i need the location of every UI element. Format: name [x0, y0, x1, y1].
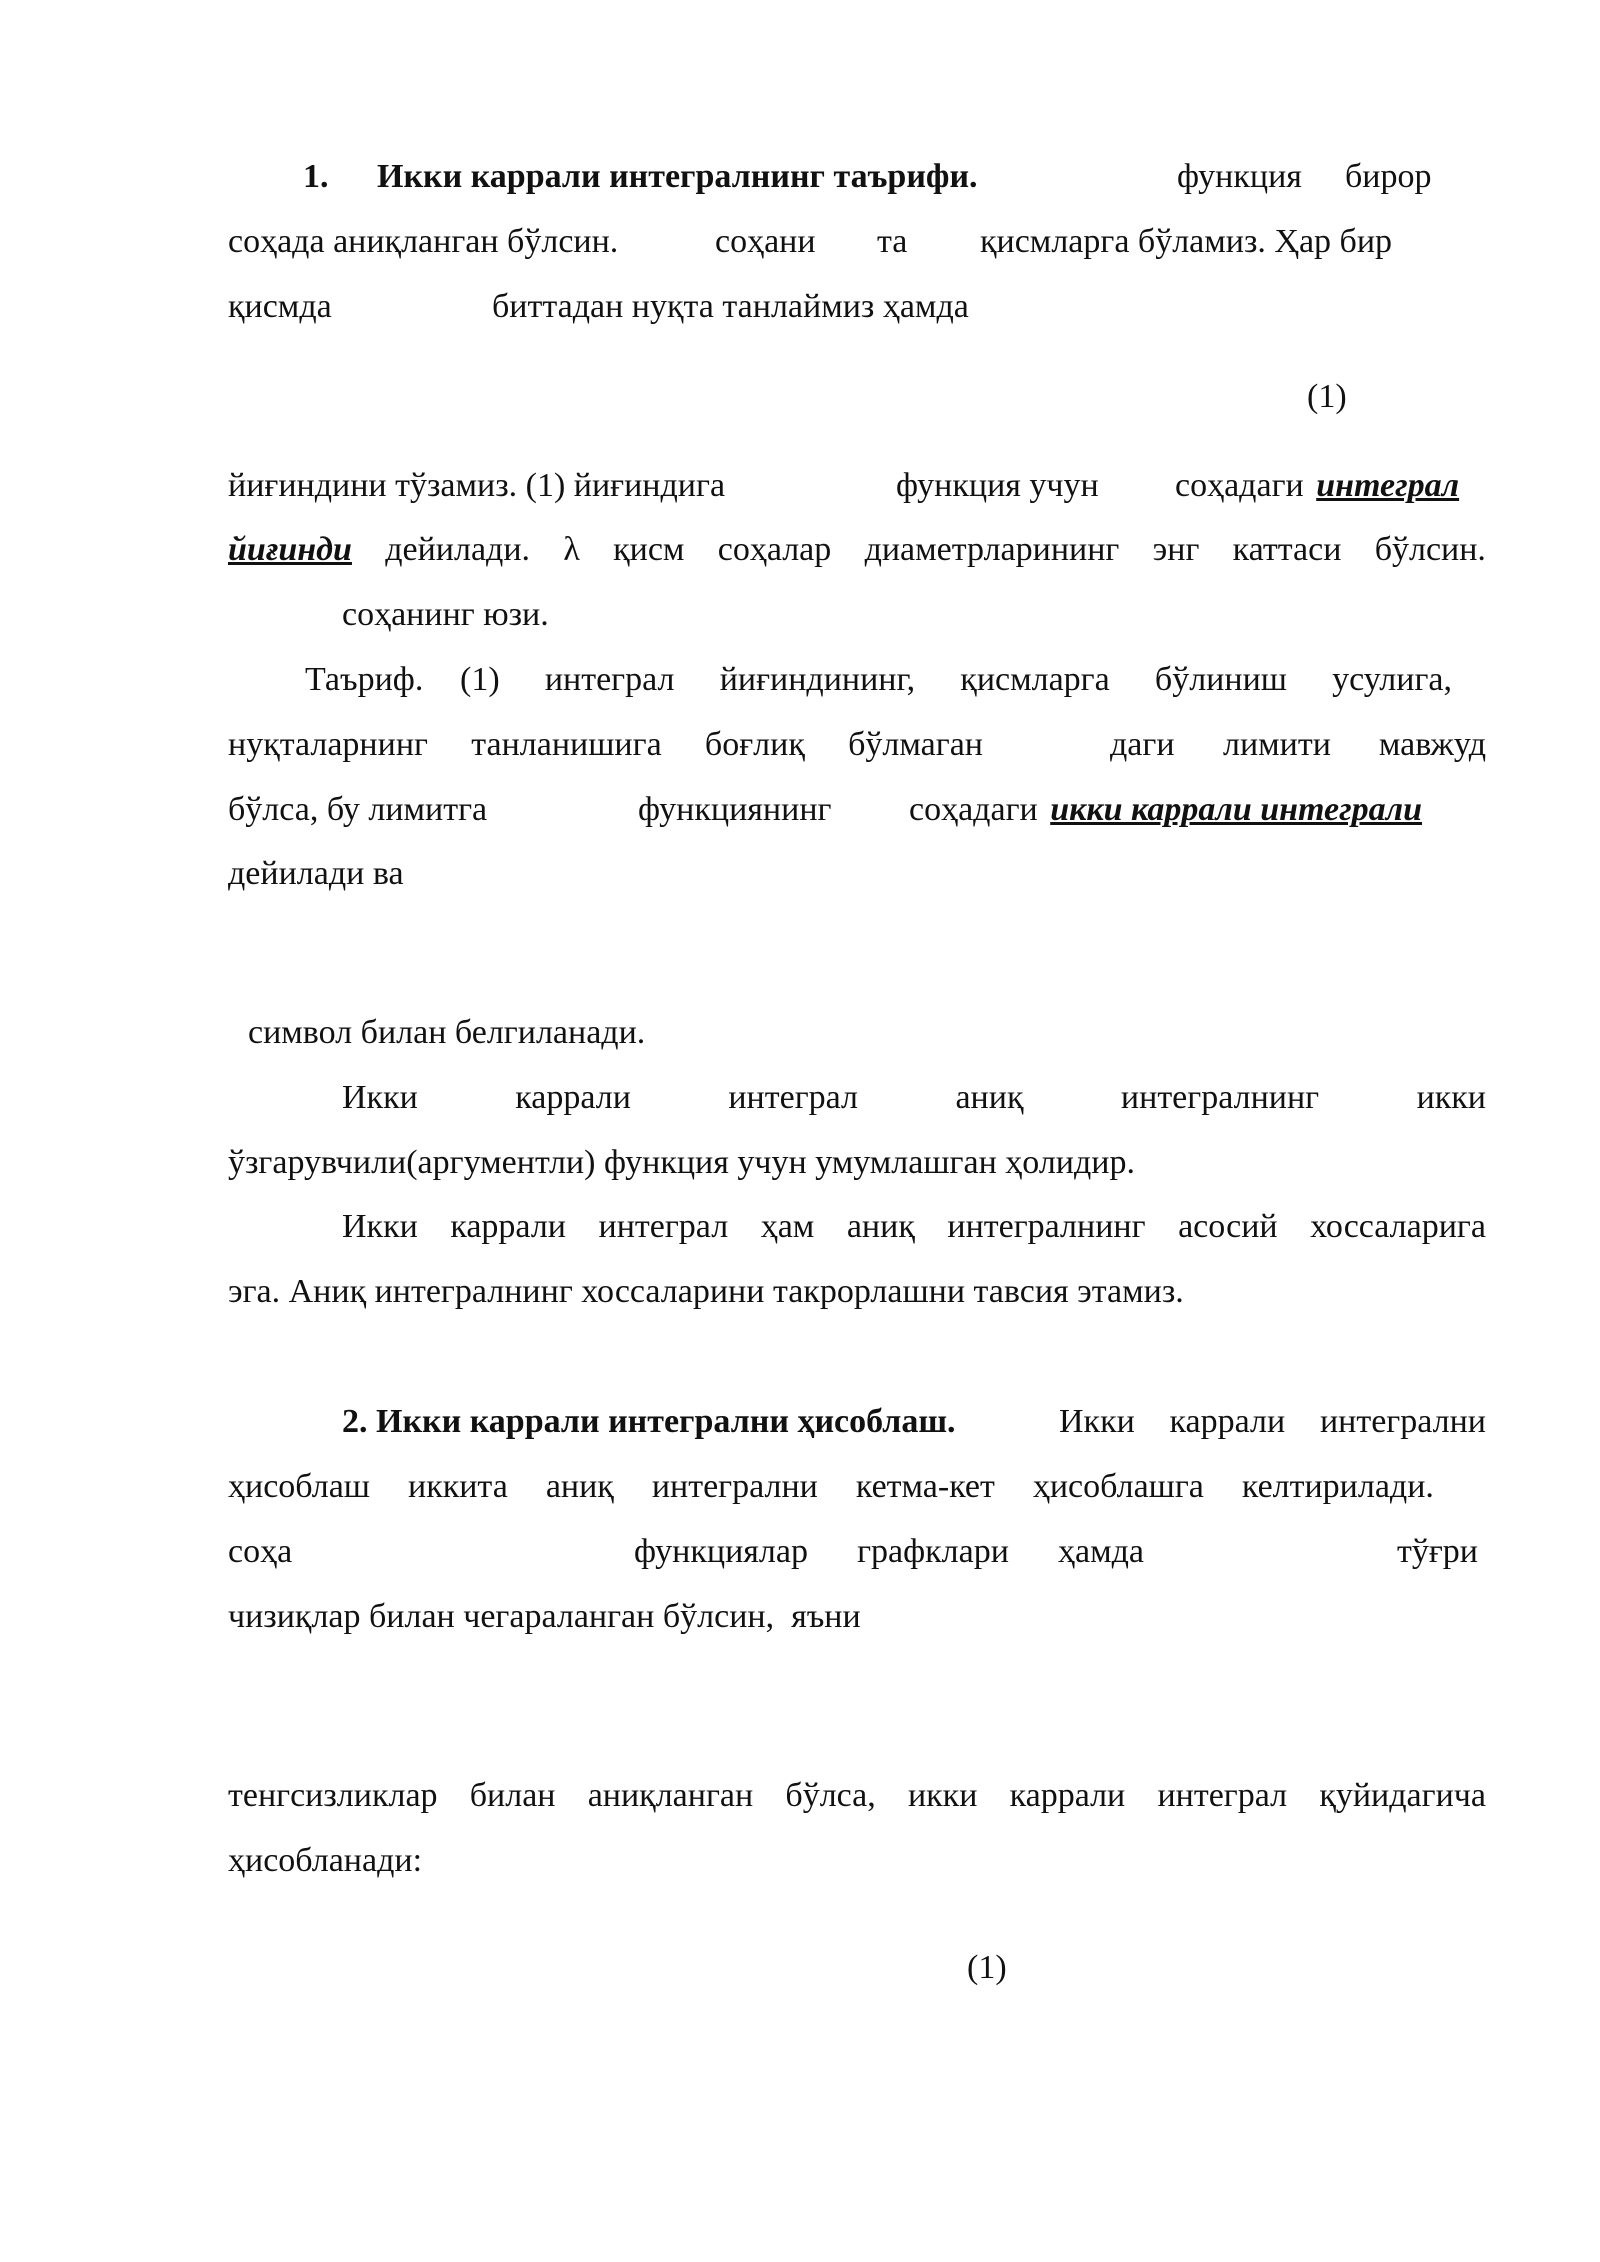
- equation-label: (1): [1307, 378, 1347, 415]
- s1-line2-b: соҳани: [715, 223, 816, 260]
- s1-line6: соҳанинг юзи.: [342, 596, 549, 633]
- s1-line4-b: функция учун: [896, 467, 1099, 504]
- s2-equation-label: (1): [967, 1949, 1007, 1986]
- s2-line2: ҳисоблаш иккита аниқ интегрални кетма-кет ҳисоблашга келтирилади.: [228, 1468, 1434, 1505]
- s1-line8-a: нуқталарнинг танланишига боғлиқ бўлмаган: [228, 726, 983, 763]
- s1-line9-a: бўлса, бу лимитга: [228, 791, 488, 828]
- s1-line11: символ билан белгиланади.: [248, 1014, 646, 1051]
- section1-heading: [303, 157, 978, 197]
- s1-line2-c: та: [877, 223, 908, 260]
- s1-line12: Икки каррали интеграл аниқ интегралнинг икки: [342, 1079, 1486, 1116]
- s2-line3-c: тўғри: [1397, 1533, 1478, 1570]
- s1-line13: ўзгарувчили(аргументли) функция учун умумлашган ҳолидир.: [228, 1144, 1135, 1181]
- s1-line2: соҳада аниқланган бўлсин.: [228, 223, 619, 260]
- s1-line7: Таъриф.: [305, 661, 424, 698]
- s1-line3-b: биттадан нуқта танлаймиз ҳамда: [492, 288, 969, 325]
- s1-line9-c: соҳадаги икки каррали интеграли: [909, 791, 1423, 828]
- section1-title: Икки каррали интегралнинг таърифи.: [377, 158, 978, 195]
- s1-line1-tail-a: функция: [1177, 158, 1302, 195]
- s1-line3-a: қисмда: [228, 288, 332, 325]
- section1-number: 1.: [303, 158, 329, 195]
- s2-line5: тенгсизликлар билан аниқланган бўлса, икки каррали интеграл қуйидагича: [228, 1777, 1486, 1814]
- s1-line5: йиғинди дейилади. λ қисм соҳалар диаметрларининг энг каттаси бўлсин.: [228, 531, 1486, 568]
- s1-line4-c: соҳадаги интеграл: [1175, 467, 1460, 504]
- s1-line2-d: қисмларга бўламиз. Ҳар бир: [980, 223, 1393, 260]
- s2-line6: ҳисобланади:: [228, 1842, 423, 1879]
- s2-line4: чизиқлар билан чегараланган бўлсин, яъни: [228, 1598, 861, 1635]
- s1-line4-a: йиғиндини тўзамиз. (1) йиғиндига: [228, 467, 726, 504]
- s1-line1-tail-b: бирор: [1345, 158, 1432, 195]
- term-double-integral: икки каррали интеграли: [1050, 791, 1423, 828]
- s1-line9-b: функциянинг: [638, 791, 832, 828]
- s2-line3-b: функциялар графклари ҳамда: [634, 1533, 1144, 1570]
- s1-line10: дейилади ва: [228, 855, 404, 892]
- s1-line14: Икки каррали интеграл ҳам аниқ интегралнинг асосий хоссаларига: [342, 1208, 1486, 1245]
- s2-line1-rest: Икки каррали интегрални: [1059, 1403, 1486, 1440]
- s1-line15: эга. Аниқ интегралнинг хоссаларини такрорлашни тавсия этамиз.: [228, 1273, 1184, 1310]
- term-yigindi: йиғинди: [228, 531, 352, 568]
- s1-line8-b: даги: [1110, 726, 1175, 763]
- s2-line3-a: соҳа: [228, 1533, 293, 1570]
- term-integral: интеграл: [1316, 467, 1460, 504]
- s1-line8-c: лимити мавжуд: [1223, 726, 1486, 763]
- section2-heading: 2. Икки каррали интегрални ҳисоблаш.: [342, 1403, 956, 1440]
- s1-line7-rest: (1) интеграл йиғиндининг, қисмларга бўлиниш усулига,: [460, 661, 1452, 698]
